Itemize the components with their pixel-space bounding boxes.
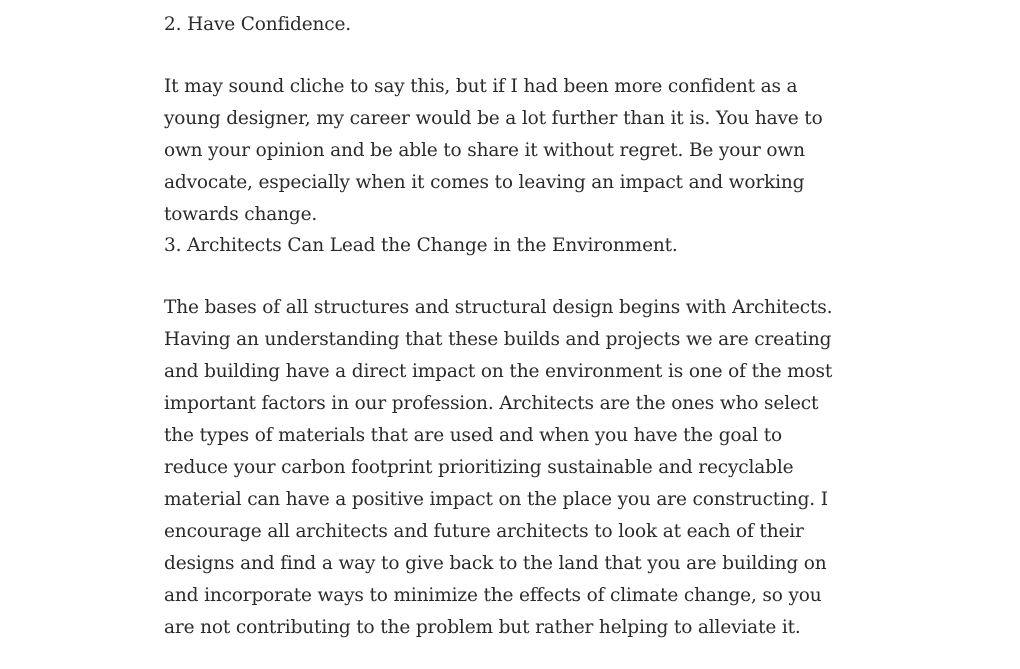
- section-paragraph-architects-environment: The bases of all structures and structural design begins with Architects. Having an understanding that these builds and projects we are creating and building have a direct impact on the environment is one of the most important factors in our profession. Architects are the ones who select the types of materials that are used and when you have the goal to reduce your carbon footprint prioritizing sustainable and recyclable material can have a positive impact on the place you are constructing. I encourage all architects and future architects to look at each of their designs and find a way to give back to the land that you are building on and incorporate ways to minimize the effects of climate change, so you are not contributing to the problem but rather helping to alleviate it.: [164, 297, 833, 638]
- section-heading-architects-environment: 3. Architects Can Lead the Change in the Environment.: [164, 235, 678, 256]
- section-paragraph-have-confidence: It may sound cliche to say this, but if I had been more confident as a young designer, my career would be a lot further than it is. You have to own your opinion and be able to share it without regret. Be your own advocate, especially when it comes to leaving an impact and working towards change.: [164, 76, 823, 225]
- section-heading-have-confidence: 2. Have Confidence.: [164, 14, 351, 35]
